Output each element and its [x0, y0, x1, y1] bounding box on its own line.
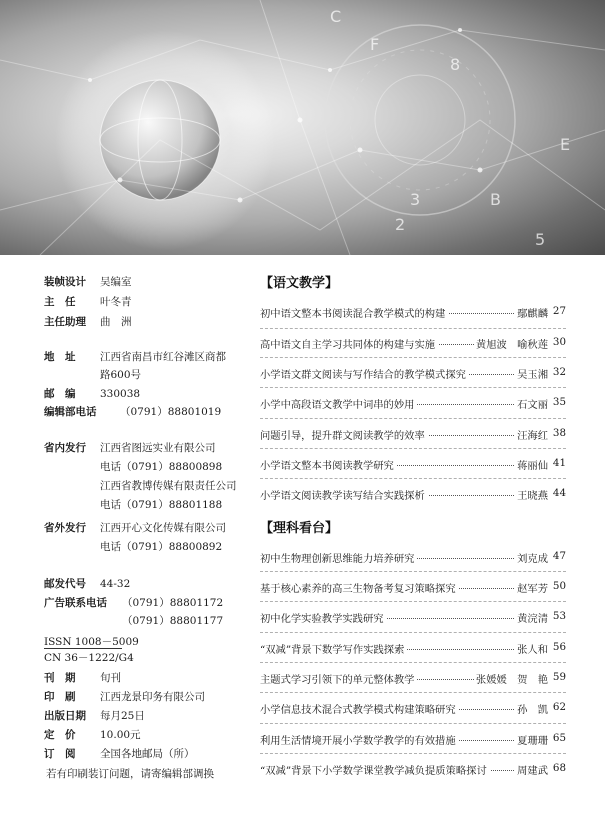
section-title-chinese: 【语文教学】 — [260, 276, 339, 291]
svg-text:5: 5 — [535, 230, 546, 249]
svg-text:8: 8 — [450, 55, 461, 74]
section-title-science: 【理科看台】 — [260, 521, 339, 536]
colophon-ad-phone: 广告联系电话 （0791）88801172 — [44, 597, 224, 609]
print-notice: 若有印刷装订问题，请寄编辑部调换 — [46, 768, 214, 780]
cn-number: CN 36－1222/G4 — [44, 652, 134, 664]
svg-text:E: E — [560, 135, 571, 154]
issn-rule — [44, 648, 122, 649]
toc-item[interactable]: 初中语文整本书阅读混合教学模式的构建 鄢麒麟 27 — [260, 305, 566, 320]
pub-printer: 印 刷 江西龙景印务有限公司 — [44, 691, 205, 703]
toc-item[interactable]: 利用生活情境开展小学数学教学的有效措施 夏珊珊 65 — [260, 732, 566, 747]
tech-sphere-icon — [0, 0, 605, 255]
toc-item[interactable]: 小学语文阅读教学读写结合实践探析 王晓燕 44 — [260, 487, 566, 502]
svg-text:C: C — [330, 7, 342, 26]
svg-text:F: F — [370, 35, 380, 54]
svg-text:3: 3 — [410, 190, 421, 209]
colophon-editor-phone: 编辑部电话 （0791）88801019 — [44, 406, 222, 418]
colophon-postcode: 邮 编 330038 — [44, 388, 141, 400]
issn: ISSN 1008－5009 — [44, 636, 139, 648]
toc-item[interactable]: 初中化学实验教学实践研究 黄浣清 53 — [260, 610, 566, 625]
colophon-postal-code: 邮发代号 44-32 — [44, 578, 131, 590]
toc-item[interactable]: 基于核心素养的高三生物备考复习策略探究 赵军芳 50 — [260, 580, 566, 595]
pub-frequency: 刊 期 旬刊 — [44, 672, 121, 684]
colophon-director: 主 任 叶冬青 — [44, 296, 132, 308]
svg-text:2: 2 — [395, 215, 406, 234]
pub-price: 定 价 10.00元 — [44, 729, 141, 741]
colophon-outside-dist: 省外发行 江西开心文化传媒有限公司 — [44, 522, 226, 534]
toc-item[interactable]: “双减”背景下小学数学课堂教学减负提质策略探讨 周建武 68 — [260, 762, 566, 777]
toc-item[interactable]: “双减”背景下数学写作实践探索 张人和 56 — [260, 641, 566, 656]
colophon-design: 装帧设计 吴编室 — [44, 276, 132, 288]
svg-text:B: B — [490, 190, 501, 209]
colophon-assistant: 主任助理 曲 洲 — [44, 316, 132, 328]
toc-item[interactable]: 小学信息技术混合式教学模式构建策略研究 孙 凯 62 — [260, 701, 566, 716]
colophon-province-dist: 省内发行 江西省图远实业有限公司 — [44, 442, 216, 454]
toc-item[interactable]: 问题引导，提升群文阅读教学的效率 汪海红 38 — [260, 427, 566, 442]
toc-item[interactable]: 小学中高段语文教学中词串的妙用 石文丽 35 — [260, 396, 566, 411]
cover-tech-image — [0, 0, 605, 255]
toc-item[interactable]: 小学语文群文阅读与写作结合的教学模式探究 吴玉湘 32 — [260, 366, 566, 381]
toc-item[interactable]: 主题式学习引领下的单元整体教学 张媛媛 贺 艳 59 — [260, 671, 566, 686]
pub-subscribe: 订 阅 全国各地邮局（所） — [44, 748, 195, 760]
colophon-address: 地 址 江西省南昌市红谷滩区商都 — [44, 351, 226, 363]
pub-date: 出版日期 每月25日 — [44, 710, 145, 722]
toc-item[interactable]: 高中语文自主学习共同体的构建与实施 黄旭波 喻秋莲 30 — [260, 336, 566, 351]
toc-item[interactable]: 初中生物理创新思维能力培养研究 刘克成 47 — [260, 550, 566, 565]
toc-item[interactable]: 小学语文整本书阅读教学研究 蒋丽仙 41 — [260, 457, 566, 472]
